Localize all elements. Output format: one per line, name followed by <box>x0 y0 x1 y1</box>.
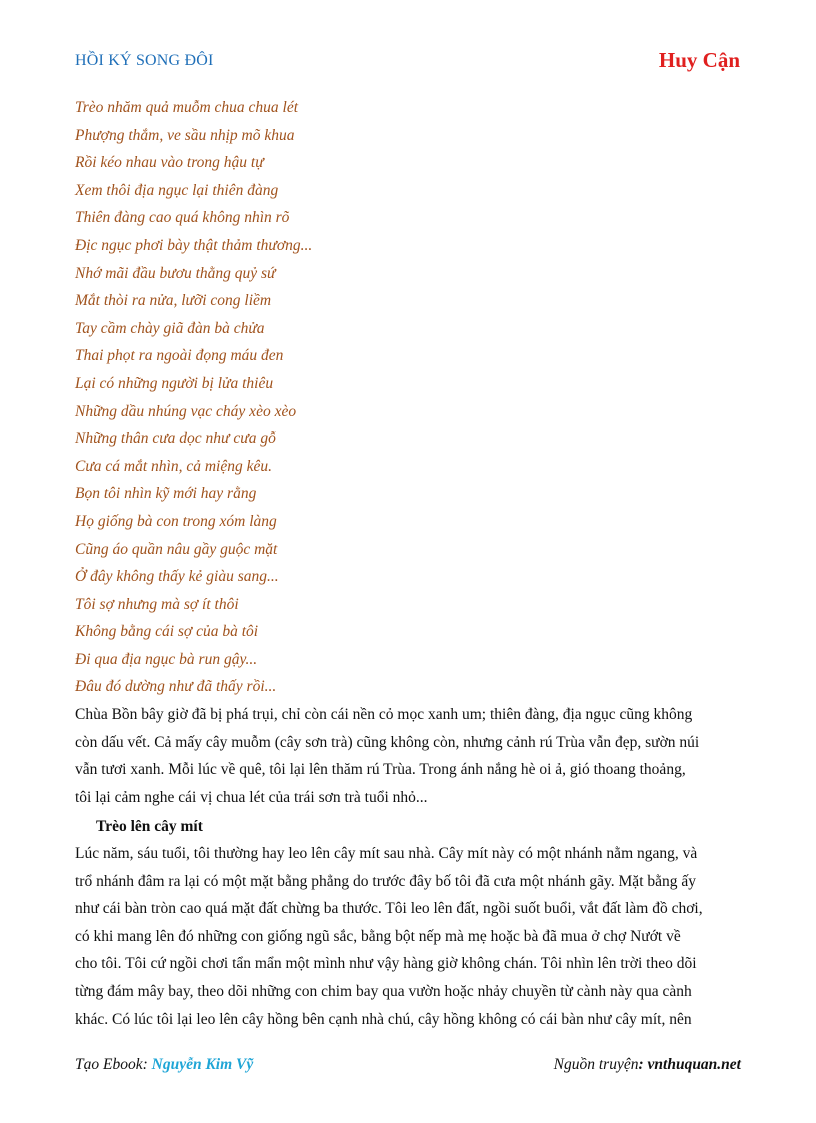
source-label: Nguồn truyện <box>553 1056 639 1073</box>
poem-line: Thai phọt ra ngoài đọng máu đen <box>75 347 284 365</box>
poem-line: Tay cầm chày giã đàn bà chửa <box>75 319 265 337</box>
poem-line: Phượng thắm, ve sầu nhịp mõ khua <box>75 126 295 144</box>
source-credit <box>554 1056 741 1074</box>
ebook-credit <box>75 1056 253 1074</box>
paragraph-line: tôi lại cảm nghe cái vị chua lét của trái sơn trà tuổi nhỏ... <box>75 788 428 806</box>
ebook-label: Tạo Ebook <box>75 1056 143 1073</box>
poem-line: Những dầu nhúng vạc cháy xèo xèo <box>75 402 297 420</box>
poem-line: Bọn tôi nhìn kỹ mới hay rằng <box>75 485 257 503</box>
poem-line: Cưa cá mắt nhìn, cả miệng kêu. <box>75 457 272 475</box>
book-title: HỒI KÝ SONG ĐÔI <box>75 52 214 69</box>
poem-line: Cũng áo quần nâu gầy guộc mặt <box>75 540 278 558</box>
paragraph-line: vẫn tươi xanh. Mỗi lúc về quê, tôi lại lên thăm rú Trùa. Trong ánh nắng hè oi ả, gió thoang thoảng, <box>75 761 686 779</box>
poem-line: Thiên đàng cao quá không nhìn rõ <box>75 209 290 227</box>
source-separator: : <box>638 1056 648 1073</box>
paragraph-line: như cái bàn tròn cao quá mặt đất chừng ba thước. Tôi leo lên đất, ngồi suốt buổi, vắt đất làm đồ chơi, <box>75 900 703 918</box>
poem-line: Trèo nhăm quả muỗm chua chua lét <box>75 99 299 116</box>
poem <box>75 94 312 701</box>
paragraph-line: còn dấu vết. Cả mấy cây muỗm (cây sơn trà) cũng không còn, nhưng cảnh rú Trùa vẫn đẹp, sườn núi <box>75 733 700 751</box>
paragraph-line: cho tôi. Tôi cứ ngồi chơi tẩn mẩn một mình như vậy hàng giờ không chán. Tôi nhìn lên trời theo dõi <box>75 955 697 973</box>
paragraph-cay-mit <box>75 840 743 1033</box>
poem-line: Lại có những người bị lửa thiêu <box>75 374 274 392</box>
paragraph-line: có khi mang lên đó những con giống ngũ sắc, bằng bột nếp mà mẹ hoặc bà đã mua ở chợ Nướt về <box>75 927 681 945</box>
author-name: Huy Cận <box>658 48 740 72</box>
paragraph-line: trổ nhánh đâm ra lại có một mặt bằng phẳng do trước đây bố tôi đã cưa một nhánh gãy. Mặt bằng ấy <box>75 872 697 890</box>
poem-line: Những thân cưa dọc như cưa gỗ <box>75 430 276 448</box>
paragraph-chua-bon <box>75 701 743 811</box>
paragraph-line: Lúc năm, sáu tuổi, tôi thường hay leo lên cây mít sau nhà. Cây mít này có một nhánh nằm ngang, và <box>75 845 698 862</box>
paragraph-line: từng đám mây bay, theo dõi những con chim bay qua vườn hoặc nhảy chuyền từ cành này qua cành <box>75 982 692 1000</box>
poem-line: Nhớ mãi đầu bươu thằng quỷ sứ <box>75 264 276 282</box>
paragraph-line: Chùa Bồn bây giờ đã bị phá trụi, chỉ còn cái nền cỏ mọc xanh um; thiên đàng, địa ngục cũng không <box>75 706 693 723</box>
poem-line: Tôi sợ nhưng mà sợ ít thôi <box>75 595 239 613</box>
poem-line: Họ giống bà con trong xóm làng <box>75 512 277 530</box>
poem-line: Đâu đó dường như đã thấy rồi... <box>75 678 277 696</box>
poem-line: Ở đây không thấy kẻ giàu sang... <box>75 568 279 586</box>
ebook-separator: : <box>142 1056 152 1073</box>
section-heading: Trèo lên cây mít <box>96 818 203 835</box>
poem-line: Đi qua địa ngục bà run gậy... <box>75 650 258 668</box>
ebook-creator-name: Nguyễn Kim Vỹ <box>151 1056 254 1073</box>
poem-line: Không bằng cái sợ của bà tôi <box>75 623 259 641</box>
poem-line: Rồi kéo nhau vào trong hậu tự <box>75 154 264 172</box>
paragraph-line: khác. Có lúc tôi lại leo lên cây hồng bên cạnh nhà chú, cây hồng không có cái bàn như cây mít, nên <box>75 1010 692 1028</box>
poem-line: Mắt thòi ra nửa, lưỡi cong liềm <box>75 292 272 310</box>
poem-line: Xem thôi địa ngục lại thiên đàng <box>75 181 279 199</box>
source-site-link[interactable]: vnthuquan.net <box>647 1056 741 1073</box>
poem-line: Địc ngục phơi bày thật thảm thương... <box>75 236 313 254</box>
